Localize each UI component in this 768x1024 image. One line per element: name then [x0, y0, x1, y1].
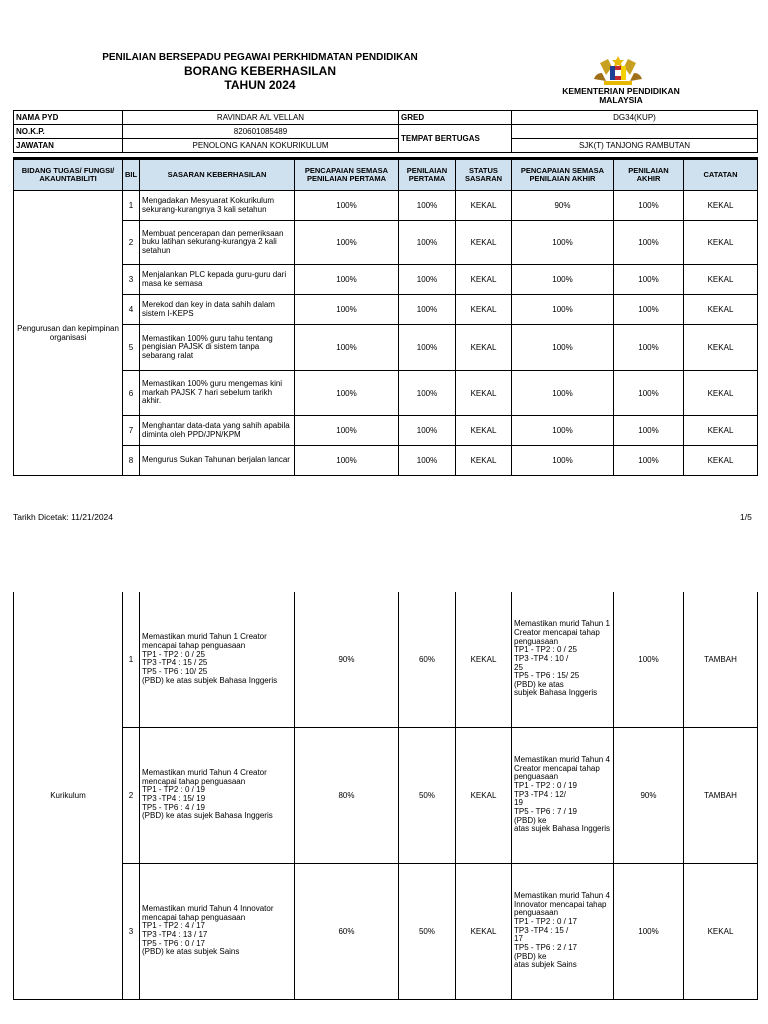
nokp-value: 820601085489: [123, 125, 399, 139]
catatan-cell: KEKAL: [684, 863, 758, 999]
col-sasaran: SASARAN KEBERHASILAN: [140, 159, 295, 191]
catatan-cell: TAMBAH: [684, 592, 758, 727]
n2-cell: 100%: [614, 863, 684, 999]
catatan-cell: TAMBAH: [684, 727, 758, 863]
p2-cell: 100%: [512, 371, 614, 416]
p1-cell: 100%: [295, 265, 399, 295]
col-pencapaian2: PENCAPAIAN SEMASA PENILAIAN AKHIR: [512, 159, 614, 191]
n1-cell: 100%: [399, 221, 456, 265]
n2-cell: 100%: [614, 416, 684, 446]
catatan-cell: KEKAL: [684, 191, 758, 221]
status-cell: KEKAL: [456, 325, 512, 371]
header-line3: TAHUN 2024: [224, 78, 296, 93]
p1-cell: 90%: [295, 592, 399, 727]
gred-value: DG34(KUP): [512, 111, 758, 125]
status-cell: KEKAL: [456, 446, 512, 476]
status-cell: KEKAL: [456, 416, 512, 446]
status-cell: KEKAL: [456, 371, 512, 416]
table-row: [14, 371, 758, 416]
table-row: [14, 325, 758, 371]
jawatan-label: JAWATAN: [14, 139, 123, 153]
p2-cell: Memastikan murid Tahun 4 Creator mencapai tahap penguasaan TP1 - TP2 : 0 / 19 TP3 -TP4 : 12/ 19 TP5 - TP6 : 7 / 19 (PBD) ke atas sujek Bahasa Inggeris: [512, 727, 614, 863]
table-row: [14, 295, 758, 325]
n2-cell: 100%: [614, 446, 684, 476]
col-penilaian2: PENILAIAN AKHIR: [614, 159, 684, 191]
n1-cell: 100%: [399, 371, 456, 416]
status-cell: KEKAL: [456, 265, 512, 295]
ministry-name: KEMENTERIAN PENDIDIKAN MALAYSIA: [562, 86, 680, 106]
catatan-cell: KEKAL: [684, 416, 758, 446]
p1-cell: 100%: [295, 191, 399, 221]
catatan-cell: KEKAL: [684, 265, 758, 295]
bil-cell: 1: [123, 191, 140, 221]
n2-cell: 100%: [614, 592, 684, 727]
bil-cell: 5: [123, 325, 140, 371]
n2-cell: 100%: [614, 265, 684, 295]
table-row: [14, 727, 758, 863]
catatan-cell: KEKAL: [684, 446, 758, 476]
p2-cell: Memastikan murid Tahun 1 Creator mencapai tahap penguasaan TP1 - TP2 : 0 / 25 TP3 -TP4 : 10 / 25 TP5 - TP6 : 15/ 25 (PBD) ke atas subjek Bahasa Inggeris: [512, 592, 614, 727]
p2-cell: 100%: [512, 221, 614, 265]
table-row: [14, 221, 758, 265]
sasaran-cell: Memastikan murid Tahun 4 Innovator mencapai tahap penguasaan TP1 - TP2 : 4 / 17 TP3 -TP4 : 13 / 17 TP5 - TP6 : 0 / 17 (PBD) ke atas subjek Sains: [140, 863, 295, 999]
col-penilaian1: PENILAIAN PERTAMA: [399, 159, 456, 191]
n1-cell: 100%: [399, 325, 456, 371]
catatan-cell: KEKAL: [684, 371, 758, 416]
p2-cell: 100%: [512, 325, 614, 371]
bil-cell: 3: [123, 863, 140, 999]
sasaran-cell: Mengadakan Mesyuarat Kokurikulum sekurang-kurangnya 3 kali setahun: [140, 191, 295, 221]
bil-cell: 2: [123, 221, 140, 265]
n1-cell: 50%: [399, 863, 456, 999]
bil-cell: 7: [123, 416, 140, 446]
n2-cell: 100%: [614, 221, 684, 265]
catatan-cell: KEKAL: [684, 221, 758, 265]
sasaran-cell: Membuat pencerapan dan pemeriksaan buku latihan sekurang-kurangya 2 kali setahun: [140, 221, 295, 265]
sasaran-cell: Mengurus Sukan Tahunan berjalan lancar: [140, 446, 295, 476]
gred-label: GRED: [399, 111, 512, 125]
p2-cell: 100%: [512, 416, 614, 446]
col-bidang: BIDANG TUGAS/ FUNGSI/ AKAUNTABILITI: [14, 159, 123, 191]
n2-cell: 100%: [614, 191, 684, 221]
area-cell: Kurikulum: [14, 592, 123, 999]
nokp-label: NO.K.P.: [14, 125, 123, 139]
p1-cell: 100%: [295, 446, 399, 476]
sasaran-cell: Memastikan murid Tahun 4 Creator mencapai tahap penguasaan TP1 - TP2 : 0 / 19 TP3 -TP4 : 15/ 19 TP5 - TP6 : 4 / 19 (PBD) ke atas sujek Bahasa Inggeris: [140, 727, 295, 863]
bil-cell: 1: [123, 592, 140, 727]
p1-cell: 100%: [295, 325, 399, 371]
header-line2: BORANG KEBERHASILAN: [183, 64, 336, 78]
bil-cell: 8: [123, 446, 140, 476]
table-row: [14, 265, 758, 295]
n1-cell: 60%: [399, 592, 456, 727]
p2-cell: 100%: [512, 265, 614, 295]
p1-cell: 100%: [295, 221, 399, 265]
tempat-value: SJK(T) TANJONG RAMBUTAN: [512, 139, 758, 153]
status-cell: KEKAL: [456, 592, 512, 727]
table-row: [14, 191, 758, 221]
form-header: [70, 52, 450, 93]
table-row: [14, 416, 758, 446]
col-pencapaian1: PENCAPAIAN SEMASA PENILAIAN PERTAMA: [295, 159, 399, 191]
header-line1: PENILAIAN BERSEPADU PEGAWAI PERKHIDMATAN PENDIDIKAN: [102, 52, 418, 63]
sasaran-cell: Memastikan 100% guru tahu tentang pengisian PAJSK di sistem tanpa sebarang ralat: [140, 325, 295, 371]
n2-cell: 100%: [614, 325, 684, 371]
status-cell: KEKAL: [456, 863, 512, 999]
status-cell: KEKAL: [456, 191, 512, 221]
table-row: [14, 446, 758, 476]
catatan-cell: KEKAL: [684, 295, 758, 325]
col-status: STATUS SASARAN: [456, 159, 512, 191]
n1-cell: 100%: [399, 416, 456, 446]
n2-cell: 100%: [614, 371, 684, 416]
tempat-blank: [512, 125, 758, 139]
p2-cell: 100%: [512, 446, 614, 476]
bil-cell: 2: [123, 727, 140, 863]
p1-cell: 60%: [295, 863, 399, 999]
nama-value: RAVINDAR A/L VELLAN: [123, 111, 399, 125]
info-table: [13, 110, 758, 153]
status-cell: KEKAL: [456, 727, 512, 863]
p1-cell: 100%: [295, 416, 399, 446]
sasaran-cell: Memastikan murid Tahun 1 Creator mencapai tahap penguasaan TP1 - TP2 : 0 / 25 TP3 -TP4 : 15 / 25 TP5 - TP6 : 10/ 25 (PBD) ke atas subjek Bahasa Inggeris: [140, 592, 295, 727]
table-row: [14, 592, 758, 727]
p2-cell: 100%: [512, 295, 614, 325]
n1-cell: 50%: [399, 727, 456, 863]
status-cell: KEKAL: [456, 221, 512, 265]
p2-cell: 90%: [512, 191, 614, 221]
area-cell: Pengurusan dan kepimpinan organisasi: [14, 191, 123, 476]
jawatan-value: PENOLONG KANAN KOKURIKULUM: [123, 139, 399, 153]
col-catatan: CATATAN: [684, 159, 758, 191]
catatan-cell: KEKAL: [684, 325, 758, 371]
p1-cell: 100%: [295, 295, 399, 325]
sasaran-cell: Memastikan 100% guru mengemas kini markah PAJSK 7 hari sebelum tarikh akhir.: [140, 371, 295, 416]
n1-cell: 100%: [399, 295, 456, 325]
bil-cell: 4: [123, 295, 140, 325]
n2-cell: 90%: [614, 727, 684, 863]
n2-cell: 100%: [614, 295, 684, 325]
results-table-page2: [13, 592, 758, 1000]
p1-cell: 100%: [295, 371, 399, 416]
bil-cell: 6: [123, 371, 140, 416]
n1-cell: 100%: [399, 446, 456, 476]
nama-label: NAMA PYD: [14, 111, 123, 125]
n1-cell: 100%: [399, 265, 456, 295]
bil-cell: 3: [123, 265, 140, 295]
sasaran-cell: Menghantar data-data yang sahih apabila diminta oleh PPD/JPN/KPM: [140, 416, 295, 446]
coat-of-arms-logo: [586, 55, 650, 87]
table-row: [14, 863, 758, 999]
p2-cell: Memastikan murid Tahun 4 Innovator mencapai tahap penguasaan TP1 - TP2 : 0 / 17 TP3 -TP4 : 15 / 17 TP5 - TP6 : 2 / 17 (PBD) ke atas subjek Sains: [512, 863, 614, 999]
results-table-page1: [13, 157, 758, 476]
page-number: 1/5: [740, 512, 752, 522]
p1-cell: 80%: [295, 727, 399, 863]
n1-cell: 100%: [399, 191, 456, 221]
sasaran-cell: Menjalankan PLC kepada guru-guru dari masa ke semasa: [140, 265, 295, 295]
sasaran-cell: Merekod dan key in data sahih dalam sistem I-KEPS: [140, 295, 295, 325]
print-date: Tarikh Dicetak: 11/21/2024: [13, 512, 114, 522]
status-cell: KEKAL: [456, 295, 512, 325]
col-bil: BIL: [123, 159, 140, 191]
tempat-label: TEMPAT BERTUGAS: [399, 125, 512, 153]
